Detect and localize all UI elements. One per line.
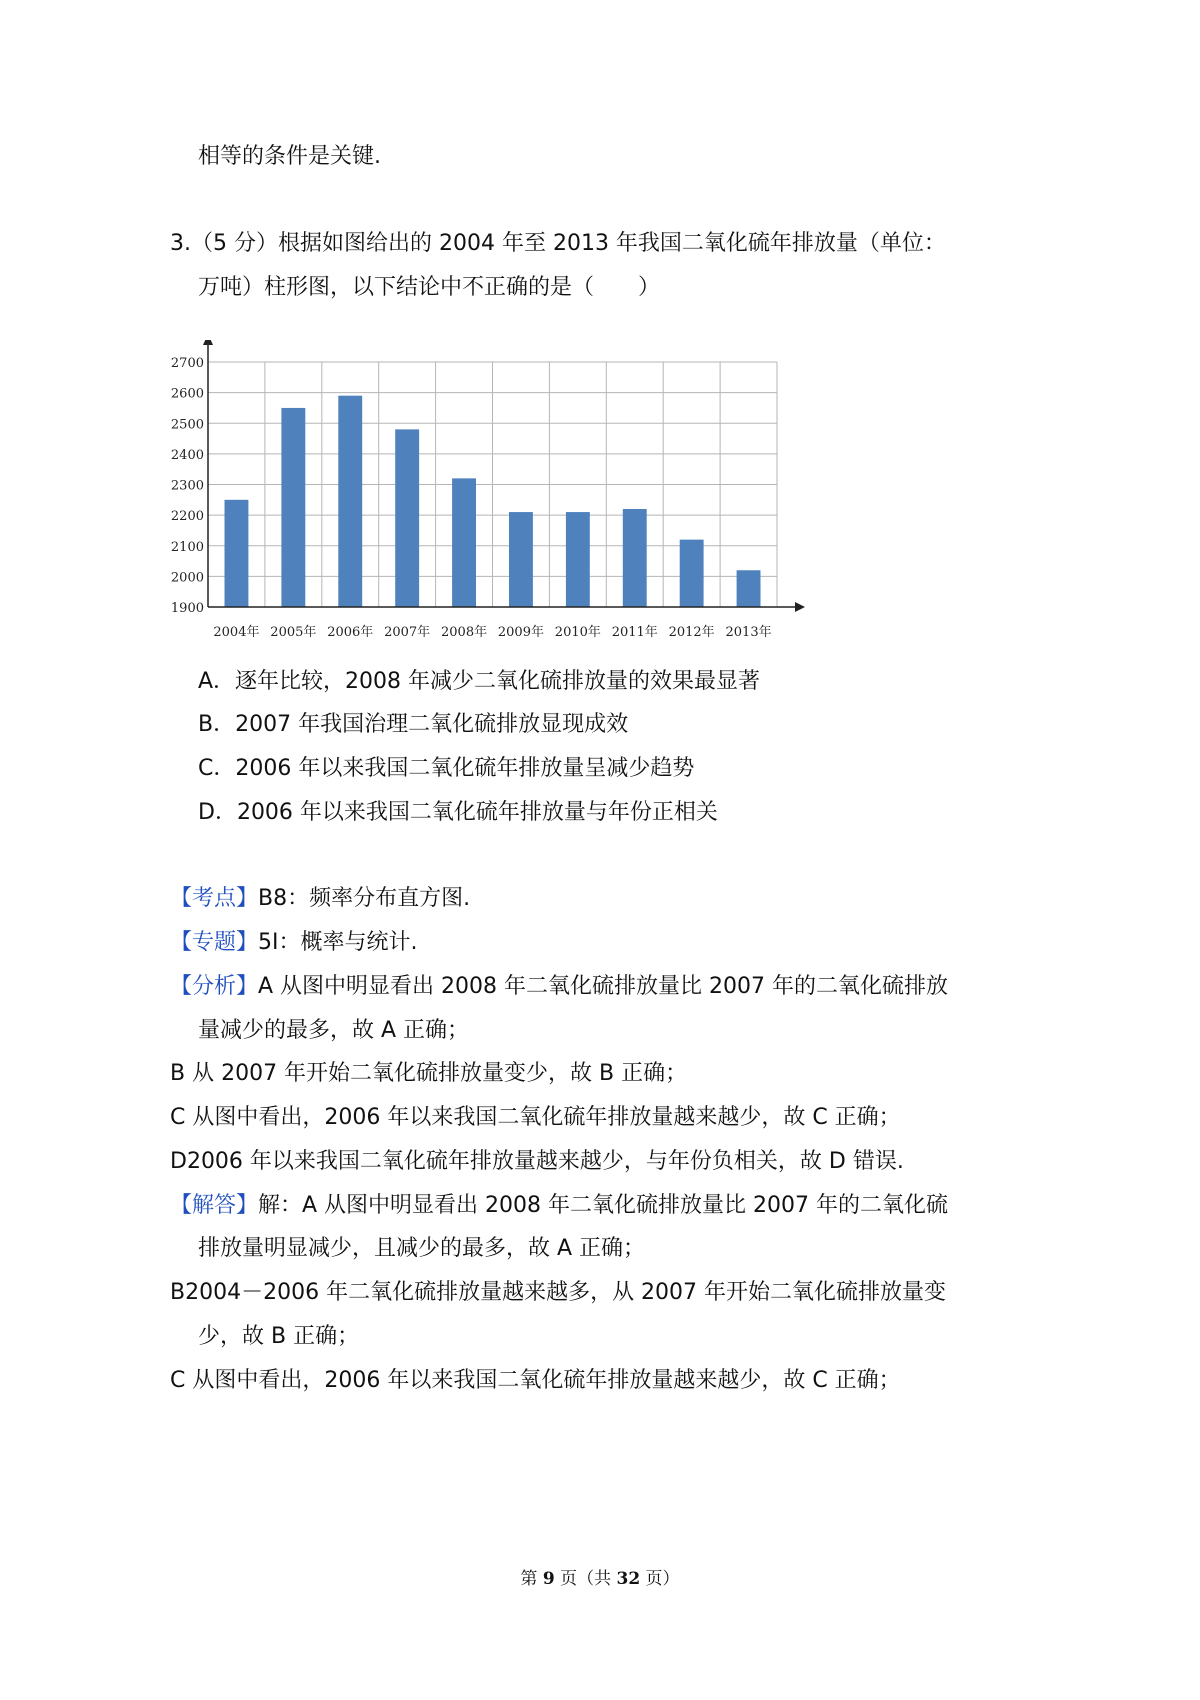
fenxi-line-3: B 从 2007 年开始二氧化硫排放量变少，故 B 正确； [170,1061,688,1086]
x-tick-label: 2013年 [725,625,772,640]
bar [452,478,476,607]
bar [680,540,704,607]
kaodian-text: B8：频率分布直方图. [258,886,471,911]
bar [509,512,533,607]
x-tick-label: 2006年 [327,625,374,640]
fenxi-line-5: D2006 年以来我国二氧化硫年排放量越来越少，与年份负相关，故 D 错误. [170,1149,904,1174]
bar-chart [170,340,890,710]
x-tick-label: 2010年 [554,625,601,640]
fenxi-line-4: C 从图中看出，2006 年以来我国二氧化硫年排放量越来越少，故 C 正确； [170,1105,901,1130]
kaodian [170,884,470,914]
fenxi-line-2: 量减少的最多，故 A 正确； [198,1018,470,1043]
question-line-2: 万吨）柱形图，以下结论中不正确的是（ ） [198,275,661,300]
y-tick-label: 2500 [170,417,204,433]
x-tick-label: 2005年 [270,625,317,640]
option-c: C．2006 年以来我国二氧化硫年排放量呈减少趋势 [198,756,695,781]
x-axis-arrow-icon [795,602,805,612]
bar [281,408,305,607]
option-a: A．逐年比较，2008 年减少二氧化硫排放量的效果最显著 [198,669,761,694]
zhuanti-text: 5I：概率与统计. [258,930,418,955]
page-footer [0,1567,1200,1591]
question-line-1: 3.（5 分）根据如图给出的 2004 年至 2013 年我国二氧化硫年排放量（单位： [170,231,946,256]
bar [566,512,590,607]
jieda-line-5: C 从图中看出，2006 年以来我国二氧化硫年排放量越来越少，故 C 正确； [170,1368,901,1393]
fenxi-tag: 【分析】 [170,974,259,999]
top-line: 相等的条件是关键. [198,144,381,169]
x-tick-label: 2007年 [384,625,431,640]
jieda-line-2: 排放量明显减少，且减少的最多，故 A 正确； [198,1236,646,1261]
bar [338,396,362,607]
bar [225,500,249,607]
x-tick-label: 2008年 [441,625,488,640]
y-axis-arrow-icon [203,340,213,345]
footer-pre: 第 [520,1569,543,1589]
bar [737,570,761,607]
zhuanti-tag: 【专题】 [170,930,259,955]
kaodian-tag: 【考点】 [170,886,259,911]
jieda-line-1: 解：A 从图中明显看出 2008 年二氧化硫排放量比 2007 年的二氧化硫 [258,1193,949,1218]
y-tick-label: 2000 [170,570,204,586]
x-tick-label: 2011年 [611,625,658,640]
jieda-tag: 【解答】 [170,1193,259,1218]
y-tick-label: 2600 [170,386,204,402]
x-tick-label: 2012年 [668,625,715,640]
jieda-line-3: B2004－2006 年二氧化硫排放量越来越多，从 2007 年开始二氧化硫排放量变 [170,1280,947,1305]
option-d: D．2006 年以来我国二氧化硫年排放量与年份正相关 [198,800,718,825]
zhuanti [170,928,418,958]
footer-page-number: 9 [542,1569,555,1589]
y-tick-label: 2200 [170,509,204,525]
footer-post: 页） [640,1569,680,1589]
y-tick-label: 2100 [170,539,204,555]
y-tick-label: 1900 [170,601,204,616]
jieda-line-4: 少，故 B 正确； [198,1324,360,1349]
y-tick-label: 2700 [170,356,204,371]
option-b: B．2007 年我国治理二氧化硫排放显现成效 [198,712,629,737]
fenxi [170,972,948,1002]
x-tick-label: 2009年 [497,625,544,640]
bar [623,509,647,607]
footer-total-pages: 32 [616,1569,641,1589]
y-tick-label: 2300 [170,478,204,494]
bar [395,429,419,607]
footer-mid: 页（共 [554,1569,617,1589]
jieda [170,1191,948,1221]
y-tick-label: 2400 [170,447,204,463]
fenxi-line-1: A 从图中明显看出 2008 年二氧化硫排放量比 2007 年的二氧化硫排放 [258,974,949,999]
x-tick-label: 2004年 [213,625,260,640]
